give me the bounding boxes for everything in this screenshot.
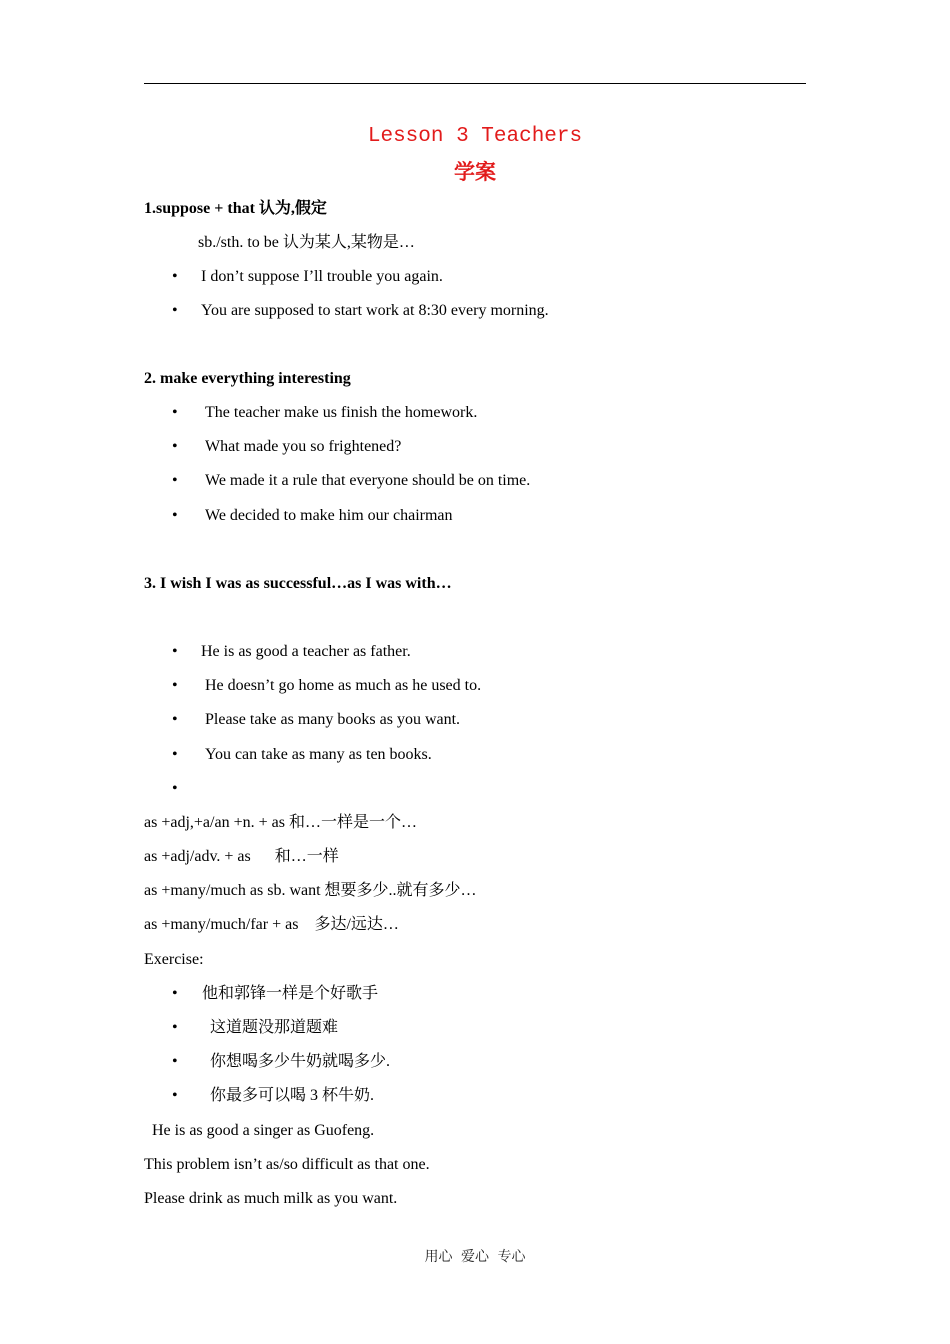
- bullet-icon: •: [172, 404, 178, 421]
- list-item: You can take as many as ten books.: [205, 746, 432, 763]
- lesson-subtitle: 学案: [454, 160, 496, 184]
- page-footer: 用心 爱心 专心: [424, 1249, 526, 1265]
- lesson-title: Lesson 3 Teachers: [367, 125, 583, 148]
- list-item: You are supposed to start work at 8:30 every morning.: [201, 302, 549, 319]
- list-item: 这道题没那道题难: [202, 1019, 339, 1036]
- list-item: What made you so frightened?: [205, 438, 402, 455]
- bullet-icon: •: [172, 507, 178, 524]
- bullet-icon: •: [172, 268, 178, 285]
- bullet-icon: •: [172, 746, 178, 763]
- header-rule: [144, 83, 806, 84]
- list-item: We decided to make him our chairman: [205, 507, 453, 524]
- pattern-line: as +many/much/far + as 多达/远达…: [144, 916, 399, 933]
- answer-line: This problem isn’t as/so difficult as that one.: [144, 1156, 430, 1173]
- bullet-icon: •: [172, 780, 178, 797]
- pattern-line: as +many/much as sb. want 想要多少..就有多少…: [144, 882, 477, 899]
- answer-line: He is as good a singer as Guofeng.: [152, 1122, 375, 1139]
- bullet-icon: •: [172, 1053, 178, 1070]
- list-item: 你想喝多少牛奶就喝多少.: [202, 1053, 391, 1070]
- list-item: I don’t suppose I’ll trouble you again.: [201, 268, 443, 285]
- pattern-line: as +adj,+a/an +n. + as 和…一样是一个…: [144, 814, 417, 831]
- bullet-icon: •: [172, 302, 178, 319]
- bullet-icon: •: [172, 1019, 178, 1036]
- list-item: 你最多可以喝 3 杯牛奶.: [202, 1087, 375, 1104]
- bullet-icon: •: [172, 677, 178, 694]
- bullet-icon: •: [172, 438, 178, 455]
- section-3-heading: 3. I wish I was as successful…as I was with…: [144, 575, 452, 592]
- exercise-label: Exercise:: [144, 951, 204, 968]
- section-1-heading: 1.suppose + that 认为,假定: [144, 200, 327, 217]
- bullet-icon: •: [172, 985, 178, 1002]
- list-item: He doesn’t go home as much as he used to.: [205, 677, 482, 694]
- list-item: He is as good a teacher as father.: [201, 643, 411, 660]
- section-2-heading: 2. make everything interesting: [144, 370, 351, 387]
- list-item: 他和郭锋一样是个好歌手: [202, 985, 379, 1002]
- list-item: We made it a rule that everyone should be on time.: [205, 472, 531, 489]
- bullet-icon: •: [172, 472, 178, 489]
- list-item: Please take as many books as you want.: [205, 711, 461, 728]
- bullet-icon: •: [172, 1087, 178, 1104]
- section-1-subline: sb./sth. to be 认为某人,某物是…: [198, 234, 415, 251]
- bullet-icon: •: [172, 711, 178, 728]
- list-item: The teacher make us finish the homework.: [205, 404, 478, 421]
- bullet-icon: •: [172, 643, 178, 660]
- answer-line: Please drink as much milk as you want.: [144, 1190, 398, 1207]
- pattern-line: as +adj/adv. + as 和…一样: [144, 848, 339, 865]
